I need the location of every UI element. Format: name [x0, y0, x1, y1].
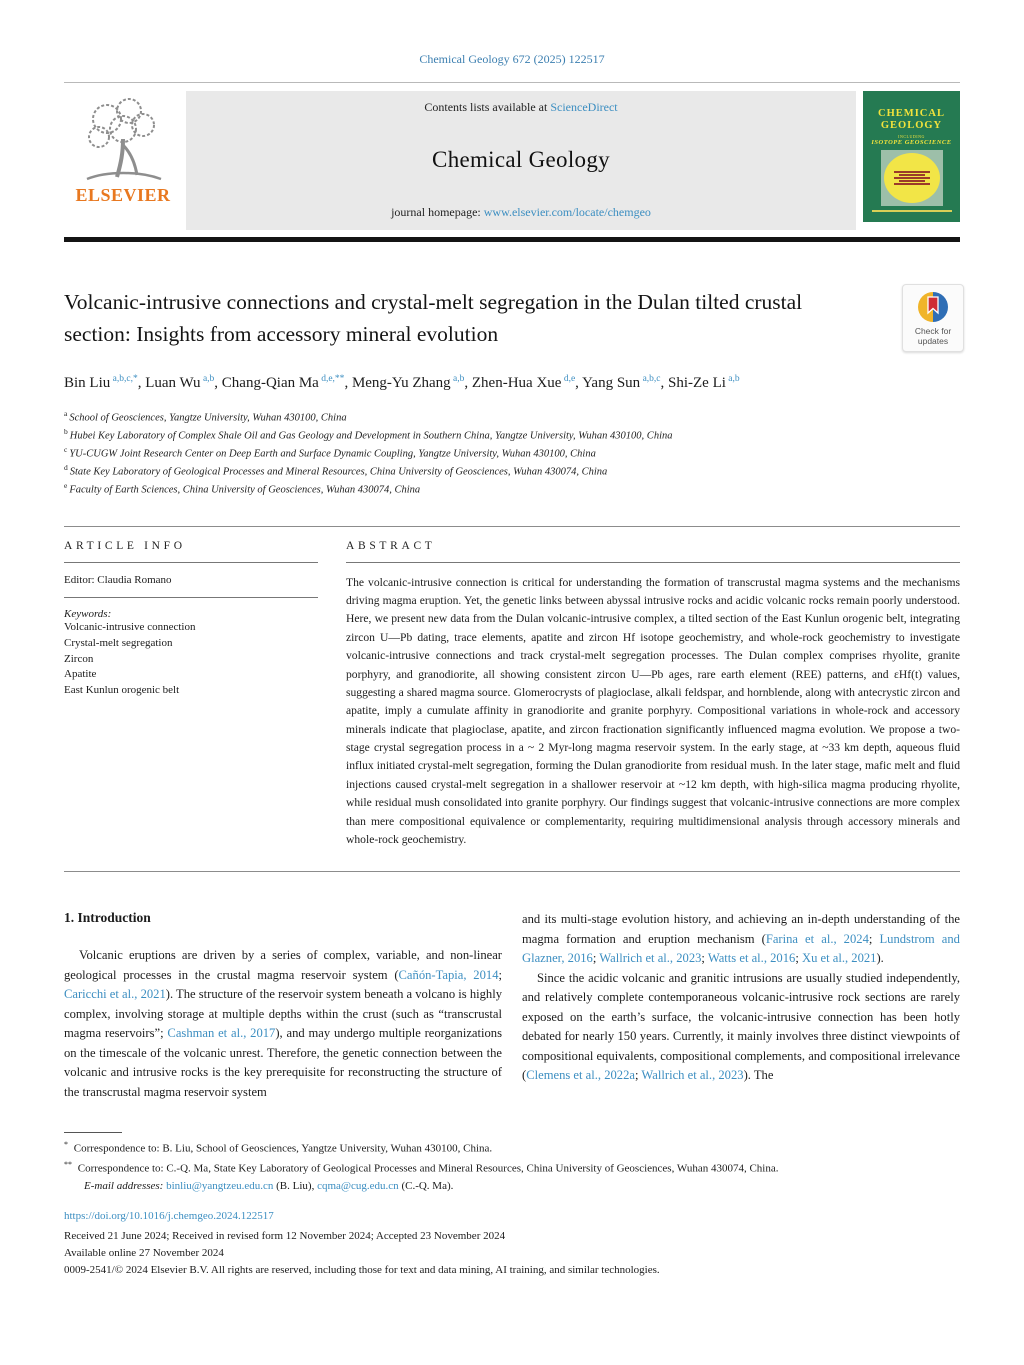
- cover-decorative-line: [899, 180, 925, 182]
- keyword-item: Zircon: [64, 652, 94, 665]
- cover-decorative-footline: [872, 210, 952, 212]
- article-footer: [64, 1208, 960, 1279]
- footnote-divider: [64, 1132, 122, 1133]
- page-title: Volcanic-intrusive connections and crystal-melt segregation in the Dulan tilted crustal section: Insights from accessory mineral evolution: [64, 290, 803, 347]
- divider: [346, 562, 960, 563]
- correspondence-footnote-1: * Correspondence to: B. Liu, School of Geosciences, Yangtze University, Wuhan 430100, China.: [64, 1140, 493, 1156]
- contents-line[interactable]: Contents lists available at ScienceDirect: [424, 100, 618, 114]
- affiliation-item: [64, 426, 960, 444]
- info-abstract-block: [64, 526, 960, 873]
- affiliation-label: a: [64, 408, 68, 418]
- cover-decorative-line: [894, 177, 930, 179]
- body-paragraph: and its multi-stage evolution history, and achieving an in-depth understanding of the magma formation and eruption mechanism (Farina et al., 2024; Lundstrom and Glazner, 2016; Wallrich et al., 2023; Watts et al., 2016; Xu et al., 2021).: [522, 912, 960, 966]
- affiliation-item: [64, 480, 960, 498]
- cover-frame: [881, 150, 943, 206]
- affiliations: [64, 408, 960, 498]
- doi-link[interactable]: https://doi.org/10.1016/j.chemgeo.2024.122517: [64, 1210, 274, 1223]
- badge-label-line2: updates: [917, 336, 949, 347]
- check-for-updates-badge[interactable]: [902, 284, 964, 352]
- cover-title-line2: GEOLOGY: [880, 120, 943, 132]
- cover-editor-oval: [884, 153, 940, 203]
- affiliation-item: [64, 408, 960, 426]
- article-info-heading: ARTICLE INFO: [64, 539, 186, 552]
- body-right-column: [522, 910, 960, 1102]
- cover-decorative-line: [899, 174, 925, 176]
- affiliation-text: School of Geosciences, Yangtze University, Wuhan 430100, China: [69, 412, 347, 423]
- email-addresses-line: E-mail addresses: binliu@yangtzeu.edu.cn (B. Liu), cqma@cug.edu.cn (C.-Q. Ma).: [84, 1179, 454, 1192]
- footnotes: [64, 1139, 960, 1194]
- article-info-column: [64, 540, 326, 850]
- divider: [64, 597, 318, 598]
- title-block: [64, 286, 960, 351]
- body-left-column: [64, 910, 502, 1102]
- affiliation-text: YU-CUGW Joint Research Center on Deep Earth and Surface Dynamic Coupling, Yangtze University, Wuhan 430100, China: [69, 448, 596, 460]
- badge-label-line1: Check for: [914, 326, 952, 337]
- affiliation-label: b: [64, 426, 68, 436]
- cover-subtitle: ISOTOPE GEOSCIENCE: [871, 139, 952, 147]
- header-divider-bar: [64, 237, 960, 242]
- journal-reference: Chemical Geology 672 (2025) 122517: [419, 52, 605, 66]
- crossmark-icon: [916, 290, 950, 324]
- body-paragraph: Volcanic eruptions are driven by a series of complex, variable, and non-linear geological processes in the crustal magma reservoir system (Cañón-Tapia, 2014; Caricchi et al., 2021). The structure of the reservoir system beneath a volcano is highly complex, involving storage at multiple depths within the crust (such as “transcrustal magma reservoirs”; Cashman et al., 2017), and may undergo multiple reorganizations on the timescale of the volcanic unrest. Therefore, the genetic connection between the volcanic and intrusive rocks is the key prerequisite for reconstructing the structure of the transcrustal magma reservoir system: [64, 948, 503, 1099]
- journal-header: [64, 91, 960, 230]
- affiliation-label: e: [64, 480, 68, 490]
- abstract-column: [346, 540, 960, 850]
- keyword-item: Apatite: [64, 668, 97, 681]
- editor-line: Editor: Claudia Romano: [64, 573, 172, 586]
- copyright-line: 0009-2541/© 2024 Elsevier B.V. All rights are reserved, including those for text and data mining, AI training, and similar technologies.: [64, 1264, 660, 1277]
- journal-title: Chemical Geology: [432, 147, 610, 172]
- cover-decorative-line: [894, 183, 930, 185]
- section-heading-introduction: 1. Introduction: [64, 910, 151, 926]
- elsevier-logo: [64, 91, 182, 206]
- keyword-item: Crystal-melt segregation: [64, 636, 173, 649]
- keyword-item: Volcanic-intrusive connection: [64, 620, 196, 633]
- affiliation-label: d: [64, 462, 68, 472]
- body-paragraph: Since the acidic volcanic and granitic intrusions are usually studied independently, and relatively complete contemporaneous volcanic-intrusive rock sections are rarely exposed on the earth’s surface, the volcanic-intrusive connection has been hotly debated for nearly 150 years. Currently, it mainly involves three distinct viewpoints of compositional equivalents, compositional complements, and compositional irrelevance (Clemens et al., 2022a; Wallrich et al., 2023). The: [522, 970, 960, 1083]
- journal-cover-thumbnail[interactable]: [863, 91, 960, 222]
- affiliation-label: c: [64, 444, 68, 454]
- affiliation-item: [64, 444, 960, 462]
- homepage-line[interactable]: journal homepage: www.elsevier.com/locate/chemgeo: [391, 205, 651, 219]
- correspondence-footnote-2: ** Correspondence to: C.-Q. Ma, State Key Laboratory of Geological Processes and Mineral Resources, China University of Geosciences, Wuhan 430074, China.: [64, 1159, 779, 1175]
- affiliation-text: Faculty of Earth Sciences, China University of Geosciences, Wuhan 430074, China: [69, 484, 421, 496]
- available-online-line: Available online 27 November 2024: [64, 1247, 224, 1260]
- abstract-text: The volcanic-intrusive connection is critical for understanding the formation of transcrustal magma systems and the mechanisms driving magma eruption. Yet, the genetic links between abyssal intrusive rocks and acidic volcanic rocks remain poorly understood. Here, we present new data from the Dulan volcanic-intrusive complex, a tilted section of the East Kunlun orogenic belt, integrating zircon U—Pb dating, trace elements, apatite and zircon Hf isotope geochemistry, and whole-rock geochemistry to investigate volcanic-intrusive connections and track crystal-melt segregation processes. The Dulan complex comprises rhyolite, granite porphyry, and granodiorite, all showing consistent zircon U—Pb ages, rare earth element (REE) patterns, and εHf(t) values, suggesting a shared magma source. Glomerocrysts of plagioclase, alkali feldspar, and hornblende, along with antecrystic zircon and apatite, imply a cumulate affinity in granodiorite and granite porphyry. Compositional variations in whole-rock and accessory minerals indicate that plagioclase, apatite, and zircon fractionation significantly influenced magma evolution. We propose a two-stage crystal segregation process in a ~ 2 Myr-long magma reservoir system. In the early stage, at ~33 km depth, aqueous fluid influx initiated crystal-melt segregation, forming the Dulan granodiorite from residual mush. In the later stage, mafic melt and fluid injections caused crystal-melt segregation in a shallower reservoir at ~12 km depth, with high-silica magma producing rhyolite, while residual mush consolidated into granite porphyry. Our findings suggest that volcanic-intrusive connections are more complex than mere compositional equivalence or complementarity, requiring multidimensional analysis through accessory minerals and whole-rock geochemistry.: [346, 575, 960, 846]
- author-list: Bin Liu $^{a,b,c,*}$, Luan Wu $^{a,b}$, Chang-Qian Ma $^{d,e,**}$, Meng-Yu Zhang $^{a,b}$, Zhen-Hua Xue $^{d,e}$, Yang Sun $^{a,b,c}$, Shi-Ze Li $^{a,b}$: [64, 373, 740, 391]
- elsevier-wordmark: ELSEVIER: [75, 185, 171, 205]
- top-divider: [64, 82, 960, 83]
- keyword-item: East Kunlun orogenic belt: [64, 684, 180, 697]
- divider: [64, 562, 318, 563]
- elsevier-tree-icon: [77, 93, 169, 185]
- body-columns: [64, 910, 960, 1102]
- journal-banner: [186, 91, 856, 230]
- affiliation-text: Hubei Key Laboratory of Complex Shale Oil and Gas Geology and Development in Southern China, Yangtze University, Wuhan 430100, China: [69, 430, 673, 442]
- keywords-label: Keywords:: [64, 607, 112, 620]
- cover-title-line1: CHEMICAL: [878, 108, 945, 119]
- cover-decorative-line: [894, 171, 930, 173]
- affiliation-text: State Key Laboratory of Geological Processes and Mineral Resources, China University of Geosciences, Wuhan 430074, China: [69, 466, 608, 478]
- abstract-heading: ABSTRACT: [346, 539, 436, 552]
- cover-subtitle-small: INCLUDING: [898, 134, 925, 140]
- received-dates-line: Received 21 June 2024; Received in revised form 12 November 2024; Accepted 23 November 2024: [64, 1230, 506, 1243]
- affiliation-item: [64, 462, 960, 480]
